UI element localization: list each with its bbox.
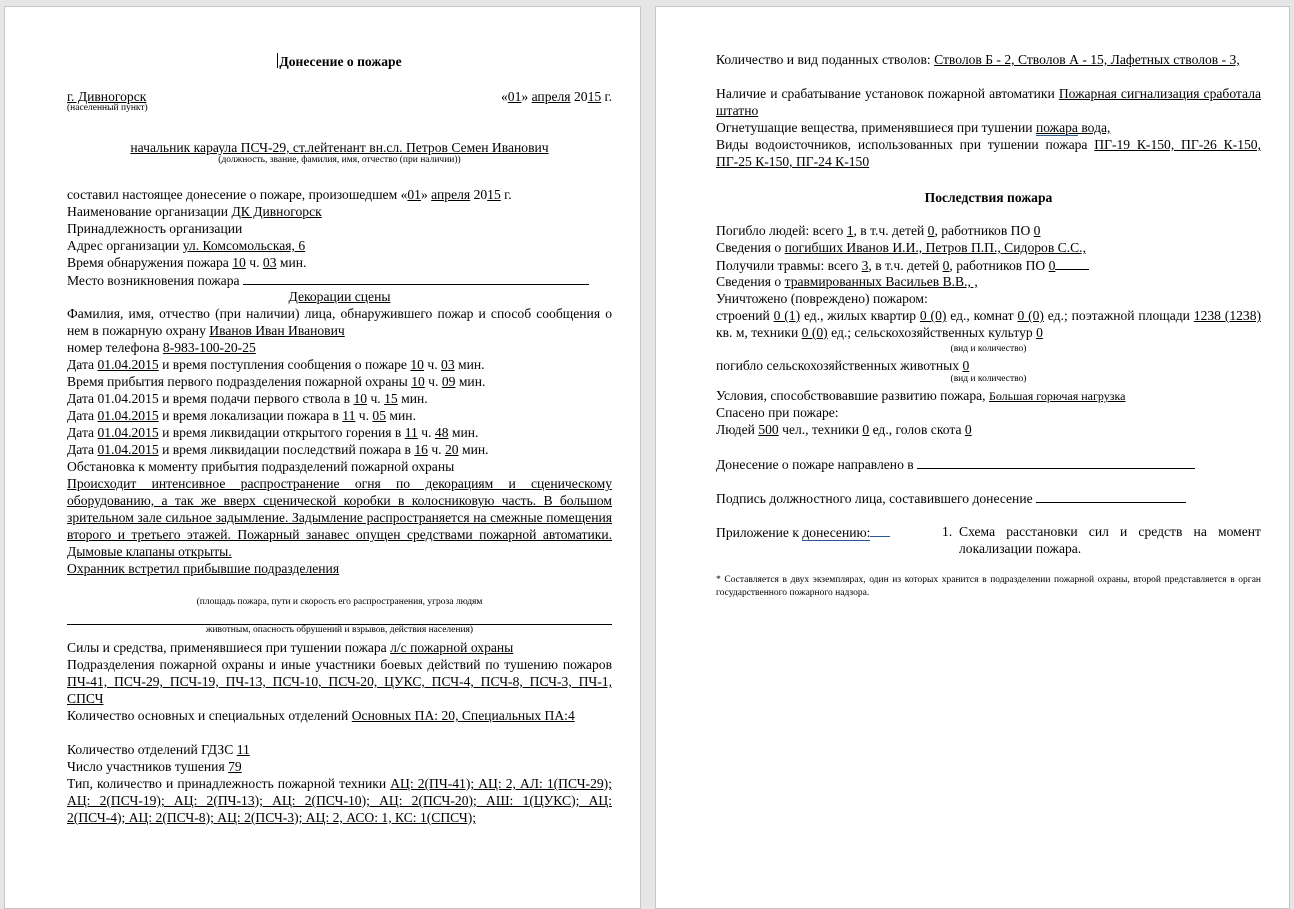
sent-row: Донесение о пожаре направлено в bbox=[716, 455, 1261, 473]
automatics-field[interactable]: Пожарная сигнализация сработала штатно bbox=[716, 86, 1262, 118]
appendix-item-number: 1. bbox=[942, 524, 953, 539]
situation-blank-line[interactable] bbox=[67, 611, 612, 625]
animals-row: погибло сельскохозяйственных животных 0 bbox=[716, 358, 970, 373]
phone-row: номер телефона 8-983-100-20-25 bbox=[67, 340, 256, 355]
consequences-title: Последствия пожара bbox=[924, 190, 1053, 205]
saved-label: Спасено при пожаре: bbox=[716, 405, 839, 420]
phone-field[interactable]: 8-983-100-20-25 bbox=[162, 340, 256, 355]
reporter-name-field[interactable]: Иванов Иван Иванович bbox=[209, 323, 345, 338]
org-address-row: Адрес организации ул. Комсомольская, 6 bbox=[67, 238, 306, 253]
appendix-link[interactable]: донесению: bbox=[802, 525, 871, 540]
dead-row: Погибло людей: всего 1, в т.ч. детей 0, работников ПО 0 bbox=[716, 223, 1041, 238]
appendix-row: Приложение к донесению: 1. Схема расстановки сил и средств на момент локализации пожара. bbox=[716, 524, 1261, 556]
units-field[interactable]: ПЧ-41, ПСЧ-29, ПСЧ-19, ПЧ-13, ПСЧ-10, ПСЧ-20, ЦУКС, ПСЧ-4, ПСЧ-8, ПСЧ-3, ПЧ-1, СПСЧ bbox=[67, 674, 612, 706]
timeline-row-5: Дата 01.04.2015 и время ликвидации последствий пожара в 16 ч. 20 мин. bbox=[67, 442, 489, 457]
reporter-row: Фамилия, имя, отчество (при наличии) лица, обнаружившего пожар и способ сообщения о нем в пожарную охрану Иванов Иван Иванович bbox=[67, 306, 612, 338]
officer-field[interactable]: начальник караула ПСЧ-29, ст.лейтенант вн.сл. Петров Семен Иванович bbox=[130, 140, 549, 155]
destroyed-label: Уничтожено (повреждено) пожаром: bbox=[716, 291, 928, 306]
kind-caption-1: (вид и количество) bbox=[950, 344, 1027, 354]
conditions-row: Условия, способствовавшие развитию пожара, Большая горючая нагрузка bbox=[716, 388, 1126, 403]
kind-caption-2: (вид и количество) bbox=[950, 374, 1027, 384]
water-sources-field[interactable]: ПГ-19 К-150, ПГ-26 К-150, ПГ-25 К-150, ПГ-24 К-150 bbox=[716, 137, 1261, 169]
situation-label: Обстановка к моменту прибытия подразделений пожарной охраны bbox=[67, 459, 455, 474]
timeline-row-3: Дата 01.04.2015 и время локализации пожара в 11 ч. 05 мин. bbox=[67, 408, 416, 423]
date-field[interactable]: «01» апреля 2015 г. bbox=[500, 89, 612, 104]
origin-row: Место возникновения пожара bbox=[67, 271, 612, 289]
org-name-row: Наименование организации ДК Дивногорск bbox=[67, 204, 322, 219]
nozzles-field[interactable]: Стволов Б - 2, Стволов А - 15, Лафетных стволов - 3, bbox=[934, 52, 1240, 67]
nozzles-row: Количество и вид поданных стволов: Стволов Б - 2, Стволов А - 15, Лафетных стволов - 3, bbox=[716, 52, 1240, 67]
agents-field[interactable]: пожара вода, bbox=[1035, 120, 1111, 135]
gdzs-field[interactable]: 11 bbox=[236, 742, 250, 757]
timeline-row-2: Дата 01.04.2015 и время подачи первого ствола в 10 ч. 15 мин. bbox=[67, 391, 428, 406]
injured-info-field[interactable]: травмированных Васильев В.В., , bbox=[784, 274, 978, 289]
injured-info-row: Сведения о травмированных Васильев В.В., , bbox=[716, 274, 978, 289]
animals-field[interactable]: 0 bbox=[962, 358, 970, 373]
equipment-field[interactable]: АЦ: 2(ПЧ-41); АЦ: 2, АЛ: 1(ПСЧ-29); АЦ: 2(ПСЧ-19); АЦ: 2(ПЧ-13); АЦ: 2(ПСЧ-10); АЦ: 2(ПСЧ-20); АШ: 1(ЦУКС); АЦ: 2(ПСЧ-4); АЦ: 2(ПСЧ-8); АЦ: 2(ПСЧ-3); АЦ: 2, АСО: 1, КС: 1(СПСЧ); bbox=[67, 776, 612, 825]
automatics-row: Наличие и срабатывание установок пожарной автоматики Пожарная сигнализация сработала штатно bbox=[716, 86, 1262, 118]
water-sources-row: Виды водоисточников, использованных при тушении пожара ПГ-19 К-150, ПГ-26 К-150, ПГ-25 К-150, ПГ-24 К-150 bbox=[716, 137, 1261, 169]
city-field[interactable]: г. Дивногорск bbox=[67, 89, 147, 104]
participants-field[interactable]: 79 bbox=[228, 759, 242, 774]
conditions-field[interactable]: Большая горючая нагрузка bbox=[988, 389, 1126, 403]
units-row: Подразделения пожарной охраны и иные участники боевых действий по тушению пожаров ПЧ-41, ПСЧ-29, ПСЧ-19, ПЧ-13, ПСЧ-10, ПСЧ-20, ЦУКС, ПСЧ-4, ПСЧ-8, ПСЧ-3, ПЧ-1, СПСЧ bbox=[67, 657, 612, 706]
participants-row: Число участников тушения 79 bbox=[67, 759, 242, 774]
gdzs-row: Количество отделений ГДЗС 11 bbox=[67, 742, 250, 757]
dead-info-field[interactable]: погибших Иванов И.И., Петров П.П., Сидоров С.С., bbox=[784, 240, 1086, 255]
timeline-row-1: Время прибытия первого подразделения пожарной охраны 10 ч. 09 мин. bbox=[67, 374, 486, 389]
situation-caption-1: (площадь пожара, пути и скорость его распространения, угроза людям bbox=[196, 597, 483, 607]
officer-caption: (должность, звание, фамилия, имя, отчество (при наличии)) bbox=[218, 155, 461, 165]
footnote: * Составляется в двух экземплярах, один из которых хранится в подразделении пожарной охраны, второй представляется в орган государственного пожарного надзора. bbox=[716, 575, 1261, 598]
guard-row bbox=[67, 560, 612, 577]
document-page-2 bbox=[655, 6, 1290, 909]
appendix-item-text: Схема расстановки сил и средств на момент локализации пожара. bbox=[959, 524, 1261, 556]
document-page-1 bbox=[4, 6, 641, 909]
document-title: Донесение о пожаре bbox=[279, 54, 402, 69]
situation-text-field[interactable]: Происходит интенсивное распространение огня по декорациям и сценическому оборудованию, а так же вверх сценической коробки в колосниковую часть. В большом зрительном зале сильное задымление. Задымление распространяется на смежные помещения второго и третьего этажей. Пожарный занавес опущен средствами пожарной автоматики. Дымовые клапаны открыты. bbox=[67, 476, 612, 559]
agents-row: Огнетушащие вещества, применявшиеся при тушении пожара вода, bbox=[716, 120, 1111, 135]
org-name-field[interactable]: ДК Дивногорск bbox=[231, 204, 322, 219]
org-address-field[interactable]: ул. Комсомольская, 6 bbox=[182, 238, 306, 253]
org-belong-row: Принадлежность организации bbox=[67, 221, 243, 236]
situation-caption-2: животным, опасность обрушений и взрывов, действия населения) bbox=[205, 625, 474, 635]
forces-field[interactable]: л/с пожарной охраны bbox=[390, 640, 514, 655]
sign-field[interactable] bbox=[1036, 489, 1186, 503]
timeline-row-4: Дата 01.04.2015 и время ликвидации открытого горения в 11 ч. 48 мин. bbox=[67, 425, 479, 440]
dead-info-row: Сведения о погибших Иванов И.И., Петров П.П., Сидоров С.С., bbox=[716, 240, 1086, 255]
sign-row: Подпись должностного лица, составившего донесение bbox=[716, 489, 1261, 507]
equipment-row: Тип, количество и принадлежность пожарной техники АЦ: 2(ПЧ-41); АЦ: 2, АЛ: 1(ПСЧ-29); АЦ: 2(ПСЧ-19); АЦ: 2(ПЧ-13); АЦ: 2(ПСЧ-10); АЦ: 2(ПСЧ-20); АШ: 1(ЦУКС); АЦ: 2(ПСЧ-4); АЦ: 2(ПСЧ-8); АЦ: 2(ПСЧ-3); АЦ: 2, АСО: 1, КС: 1(СПСЧ); bbox=[67, 776, 612, 825]
sections-field[interactable]: Основных ПА: 20, Специальных ПА:4 bbox=[351, 708, 575, 723]
guard-text[interactable]: Охранник встретил прибывшие подразделения bbox=[67, 561, 340, 576]
destroyed-row: строений 0 (1) ед., жилых квартир 0 (0) ед., комнат 0 (0) ед.; поэтажной площади 1238 (1238) кв. м, техники 0 (0) ед.; сельскохозяйственных культур 0 bbox=[716, 308, 1262, 340]
detection-time-row: Время обнаружения пожара 10 ч. 03 мин. bbox=[67, 255, 307, 270]
sections-row: Количество основных и специальных отделений Основных ПА: 20, Специальных ПА:4 bbox=[67, 708, 575, 723]
sent-field[interactable] bbox=[917, 455, 1195, 469]
injured-row: Получили травмы: всего 3, в т.ч. детей 0, работников ПО 0 bbox=[716, 256, 1261, 274]
origin-value-field[interactable]: Декорации сцены bbox=[288, 289, 391, 304]
forces-row: Силы и средства, применявшиеся при тушении пожара л/с пожарной охраны bbox=[67, 640, 514, 655]
timeline-row-0: Дата 01.04.2015 и время поступления сообщения о пожаре 10 ч. 03 мин. bbox=[67, 357, 485, 372]
saved-row: Людей 500 чел., техники 0 ед., голов скота 0 bbox=[716, 422, 972, 437]
city-caption: (населенный пункт) bbox=[67, 103, 148, 113]
composed-line: составил настоящее донесение о пожаре, произошедшем «01» апреля 2015 г. bbox=[67, 187, 512, 202]
